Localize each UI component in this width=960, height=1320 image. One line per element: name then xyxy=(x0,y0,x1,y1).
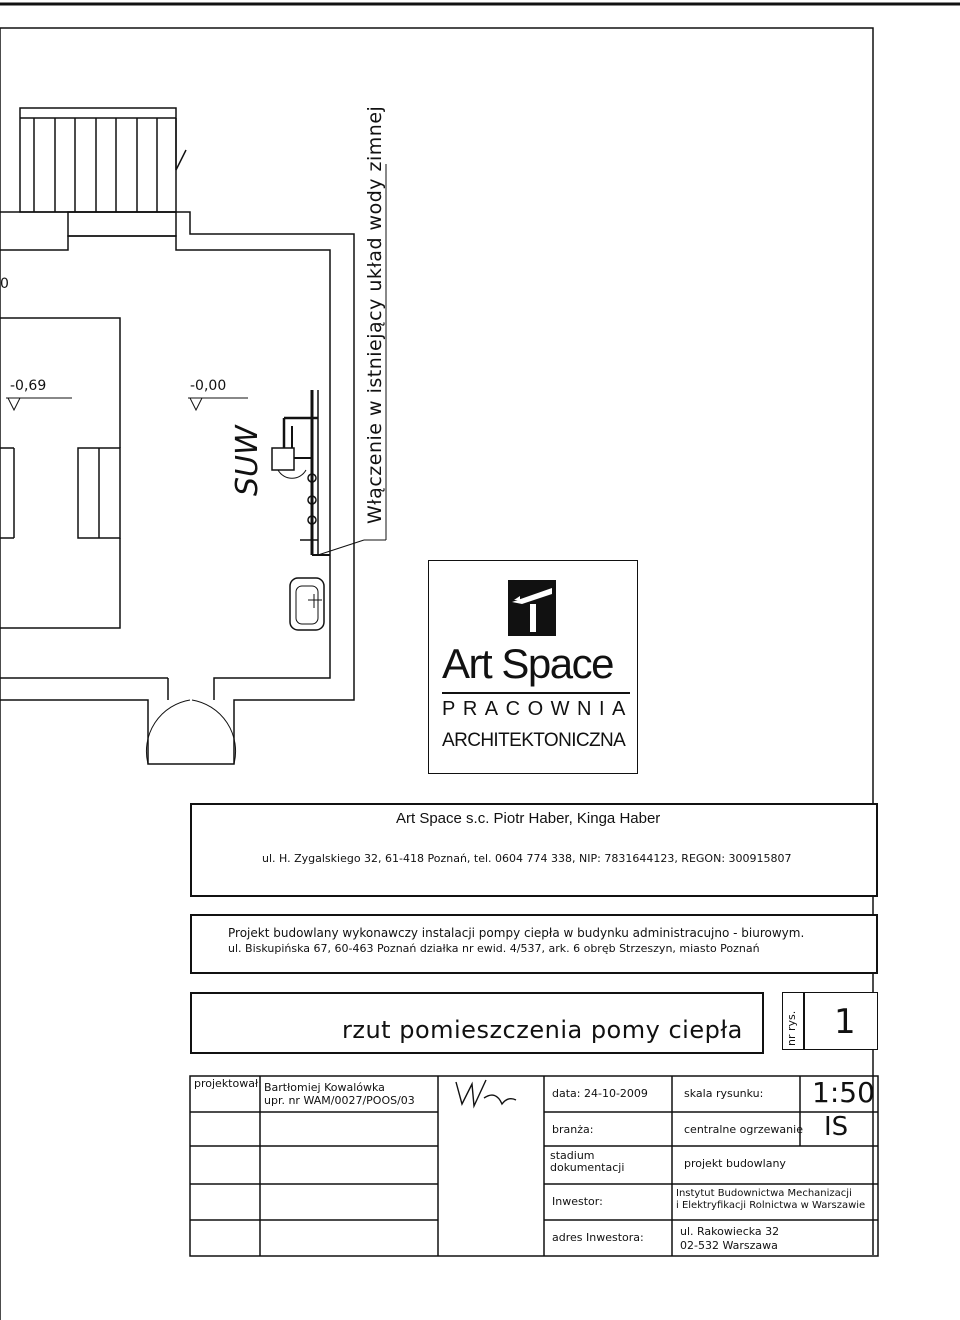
stadium-label-2: dokumentacji xyxy=(550,1161,625,1174)
company-address: ul. H. Zygalskiego 32, 61-418 Poznań, tel. 0604 774 338, NIP: 7831644123, REGON: 300915807 xyxy=(262,852,792,865)
branza-value: centralne ogrzewanie xyxy=(684,1123,803,1136)
stadium-label-1: stadium xyxy=(550,1149,595,1162)
company-name: Art Space s.c. Piotr Haber, Kinga Haber xyxy=(396,810,661,827)
logo-brand-name: Art Space xyxy=(442,640,613,687)
projektowal-label: projektował: xyxy=(194,1077,262,1090)
room-code-suw: SUW xyxy=(230,425,265,496)
date-value: data: 24-10-2009 xyxy=(552,1087,648,1100)
scale-label: skala rysunku: xyxy=(684,1087,764,1100)
branza-code: IS xyxy=(824,1112,849,1142)
sheet-nr: 1 xyxy=(834,1002,856,1042)
connection-note: Włączenie w istniejący układ wody zimnej xyxy=(364,105,386,524)
designer-name: Bartłomiej Kowalówka xyxy=(264,1081,385,1094)
inwestor-line-1: Instytut Budownictwa Mechanizacji xyxy=(676,1188,852,1199)
logo-architektoniczna: ARCHITEKTONICZNA xyxy=(442,730,626,751)
inwestor-label: Inwestor: xyxy=(552,1195,603,1208)
designer-signature xyxy=(456,1080,516,1106)
branza-label: branża: xyxy=(552,1123,594,1136)
sheet-title: rzut pomieszczenia pomy ciepła xyxy=(342,1016,743,1044)
sheet-nr-label: nr rys. xyxy=(785,1010,798,1046)
adres-label: adres Inwestora: xyxy=(552,1231,644,1244)
stadium-value: projekt budowlany xyxy=(684,1157,786,1170)
designer-upr: upr. nr WAM/0027/POOS/03 xyxy=(264,1094,415,1107)
elevation-left: -0,69 xyxy=(10,378,47,394)
logo-pracownia: PRACOWNIA xyxy=(442,698,633,720)
project-line-1: Projekt budowlany wykonawczy instalacji pompy ciepła w budynku administracujno - biurowym. xyxy=(228,926,805,940)
scale-value: 1:50 xyxy=(812,1076,875,1109)
project-line-2: ul. Biskupińska 67, 60-463 Poznań działka nr ewid. 4/537, ark. 6 obręb Strzeszyn, miasto Poznań xyxy=(228,942,760,955)
adres-line-1: ul. Rakowiecka 32 xyxy=(680,1225,780,1238)
adres-line-2: 02-532 Warszawa xyxy=(680,1239,778,1252)
inwestor-line-2: i Elektryfikacji Rolnictwa w Warszawie xyxy=(676,1200,866,1211)
elevation-right: -0,00 xyxy=(190,378,227,394)
edge-mark: 0 xyxy=(0,276,9,292)
